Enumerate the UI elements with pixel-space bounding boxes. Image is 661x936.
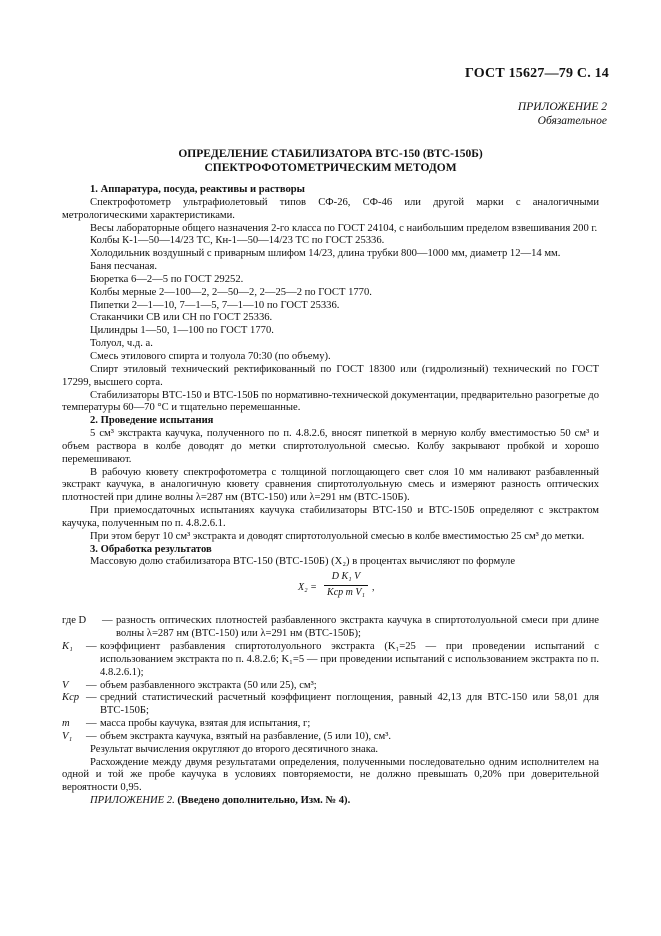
paragraph: Смесь этилового спирта и толуола 70:30 (по объему). — [90, 350, 331, 362]
formula-tail: , — [372, 582, 375, 594]
paragraph: Колбы мерные 2—100—2, 2—50—2, 2—25—2 по ГОСТ 1770. — [90, 286, 372, 298]
paragraph: Результат вычисления округляют до второго десятичного знака. — [90, 743, 379, 755]
paragraph: Стабилизаторы ВТС-150 и ВТС-150Б по нормативно-технической документации, предварительно разогретые до температуры 60—70 °С и тщательно перемешанные. — [62, 389, 599, 414]
paragraph: Холодильник воздушный с приварным шлифом 14/23, длина трубки 800—1000 мм, диаметр 12—14 мм. — [90, 248, 561, 260]
section-3-heading: 3. Обработка результатов — [90, 543, 212, 555]
definition-row — [62, 615, 599, 641]
definition-symbol: m — [62, 718, 70, 730]
definition-dash: — — [86, 679, 97, 691]
definition-text: разность оптических плотностей разбавленного экстракта каучука в спиртотолуольной смеси при длине волны λ=287 нм (ВТС-150) или λ=291 нм (ВТС-150Б); — [116, 615, 599, 640]
definition-text: средний статистический расчетный коэффициент поглощения, равный 42,13 для ВТС-150 или 58,01 для ВТС-150Б; — [100, 692, 599, 717]
paragraph: При приемосдаточных испытаниях каучука стабилизаторы ВТС-150 и ВТС-150Б определяют с экстрактом каучука, полученным по п. 4.8.2.6.1. — [62, 505, 599, 529]
paragraph: Толуол, ч.д. а. — [90, 338, 153, 350]
definition-dash: — — [86, 718, 97, 730]
footer-note-bold: (Введено дополнительно, Изм. № 4). — [177, 795, 351, 807]
page-header: ГОСТ 15627—79 С. 14 — [465, 66, 609, 81]
appendix-status: Обязательное — [537, 115, 607, 127]
paragraph: Цилиндры 1—50, 1—100 по ГОСТ 1770. — [90, 325, 274, 337]
definition-dash: — — [102, 615, 113, 627]
formula-denominator: Kср m V₁ — [327, 587, 365, 599]
definition-symbol: K₁ — [62, 641, 73, 652]
title-line-2: СПЕКТРОФОТОМЕТРИЧЕСКИМ МЕТОДОМ — [204, 162, 457, 174]
title-line-1: ОПРЕДЕЛЕНИЕ СТАБИЛИЗАТОРА ВТС-150 (ВТС-150Б) — [178, 148, 483, 160]
document-title — [0, 147, 661, 175]
definition-text: объем разбавленного экстракта (50 или 25), см³; — [100, 679, 317, 691]
definition-row — [62, 692, 599, 718]
paragraph: Спектрофотометр ультрафиолетовый типов СФ-26, СФ-46 или другой марки с аналогичными метрологическими характеристиками. — [62, 196, 599, 221]
definition-row — [62, 680, 599, 693]
formula-fraction — [324, 571, 368, 600]
appendix-label: ПРИЛОЖЕНИЕ 2 — [517, 101, 607, 113]
formula — [62, 571, 599, 611]
definition-symbol: V₁ — [62, 730, 73, 742]
definition-dash: — — [86, 692, 97, 704]
section-1-heading: 1. Аппаратура, посуда, реактивы и растворы — [90, 184, 305, 195]
paragraph: Расхождение между двумя результатами определения, полученными последовательно одним исполнителем на одной и той же пробе каучука в условиях повторяемости, не должно превышать 0,20% при доверительной вероятности 0,95. — [62, 756, 599, 794]
paragraph: Весы лабораторные общего назначения 2-го класса по ГОСТ 24104, с наибольшим пределом взвешивания 200 г. — [90, 222, 598, 234]
footer-note-italic: ПРИЛОЖЕНИЕ 2. — [90, 795, 175, 807]
paragraph: Пипетки 2—1—10, 7—1—5, 7—1—10 по ГОСТ 25336. — [90, 299, 340, 311]
footer-note — [62, 795, 599, 808]
paragraph: Стаканчики СВ или СН по ГОСТ 25336. — [90, 312, 273, 324]
definition-text: коэффициент разбавления спиртотолуольного экстракта (K₁=25 — при проведении испытаний с использованием экстракта по п. 4.8.2.6; K₁=5 — при проведении испытаний с использованием экстракта по п. 4.8.2.6.1); — [100, 641, 599, 678]
appendix-block — [518, 100, 607, 128]
paragraph: Спирт этиловый технический ректификованный по ГОСТ 18300 или (гидролизный) технический по ГОСТ 17299, высшего сорта. — [62, 363, 599, 388]
paragraph: 5 см³ экстракта каучука, полученного по п. 4.8.2.6, вносят пипеткой в мерную колбу вместимостью 50 см³ и объем раствора в колбе доводят до метки спиртотолуольной смесью. Колбу закрывают пробкой и хорошо перемешивают. — [62, 428, 599, 465]
definition-text: масса пробы каучука, взятая для испытания, г; — [100, 718, 311, 730]
paragraph: Баня песчаная. — [90, 261, 158, 273]
paragraph: Бюретка 6—2—5 по ГОСТ 29252. — [90, 273, 244, 285]
definition-text: объем экстракта каучука, взятый на разбавление, (5 или 10), см³. — [100, 730, 392, 742]
definition-row — [62, 718, 599, 731]
definition-symbol: где D — [62, 615, 87, 627]
paragraph: При этом берут 10 см³ экстракта и доводят спиртотолуольной смесью в колбе вместимостью 25 см³ до метки. — [90, 530, 585, 542]
definition-dash: — — [86, 730, 97, 742]
definition-row — [62, 731, 599, 744]
definition-dash: — — [86, 641, 97, 652]
document-body — [62, 184, 599, 808]
formula-numerator: D K₁ V — [324, 571, 368, 586]
definition-symbol: Kср — [62, 692, 80, 704]
paragraph: Массовую долю стабилизатора ВТС-150 (ВТС-150Б) (X₂) в процентах вычисляют по формуле — [90, 556, 516, 568]
paragraph: В рабочую кювету спектрофотометра с толщиной поглощающего свет слоя 10 мм наливают разбавленный экстракт каучука, в аналогичную кювету сравнения спиртотолуольную смесь и измеряют разность оптических плотностей при длине волны λ=287 нм (ВТС-150) или λ=291 нм (ВТС-150Б). — [62, 466, 599, 504]
formula-lhs: X₂ = — [298, 582, 317, 594]
section-2-heading: 2. Проведение испытания — [90, 415, 214, 427]
definition-symbol: V — [62, 679, 69, 691]
paragraph: Колбы К-1—50—14/23 ТС, Кн-1—50—14/23 ТС по ГОСТ 25336. — [90, 235, 385, 247]
definition-row — [62, 641, 599, 680]
